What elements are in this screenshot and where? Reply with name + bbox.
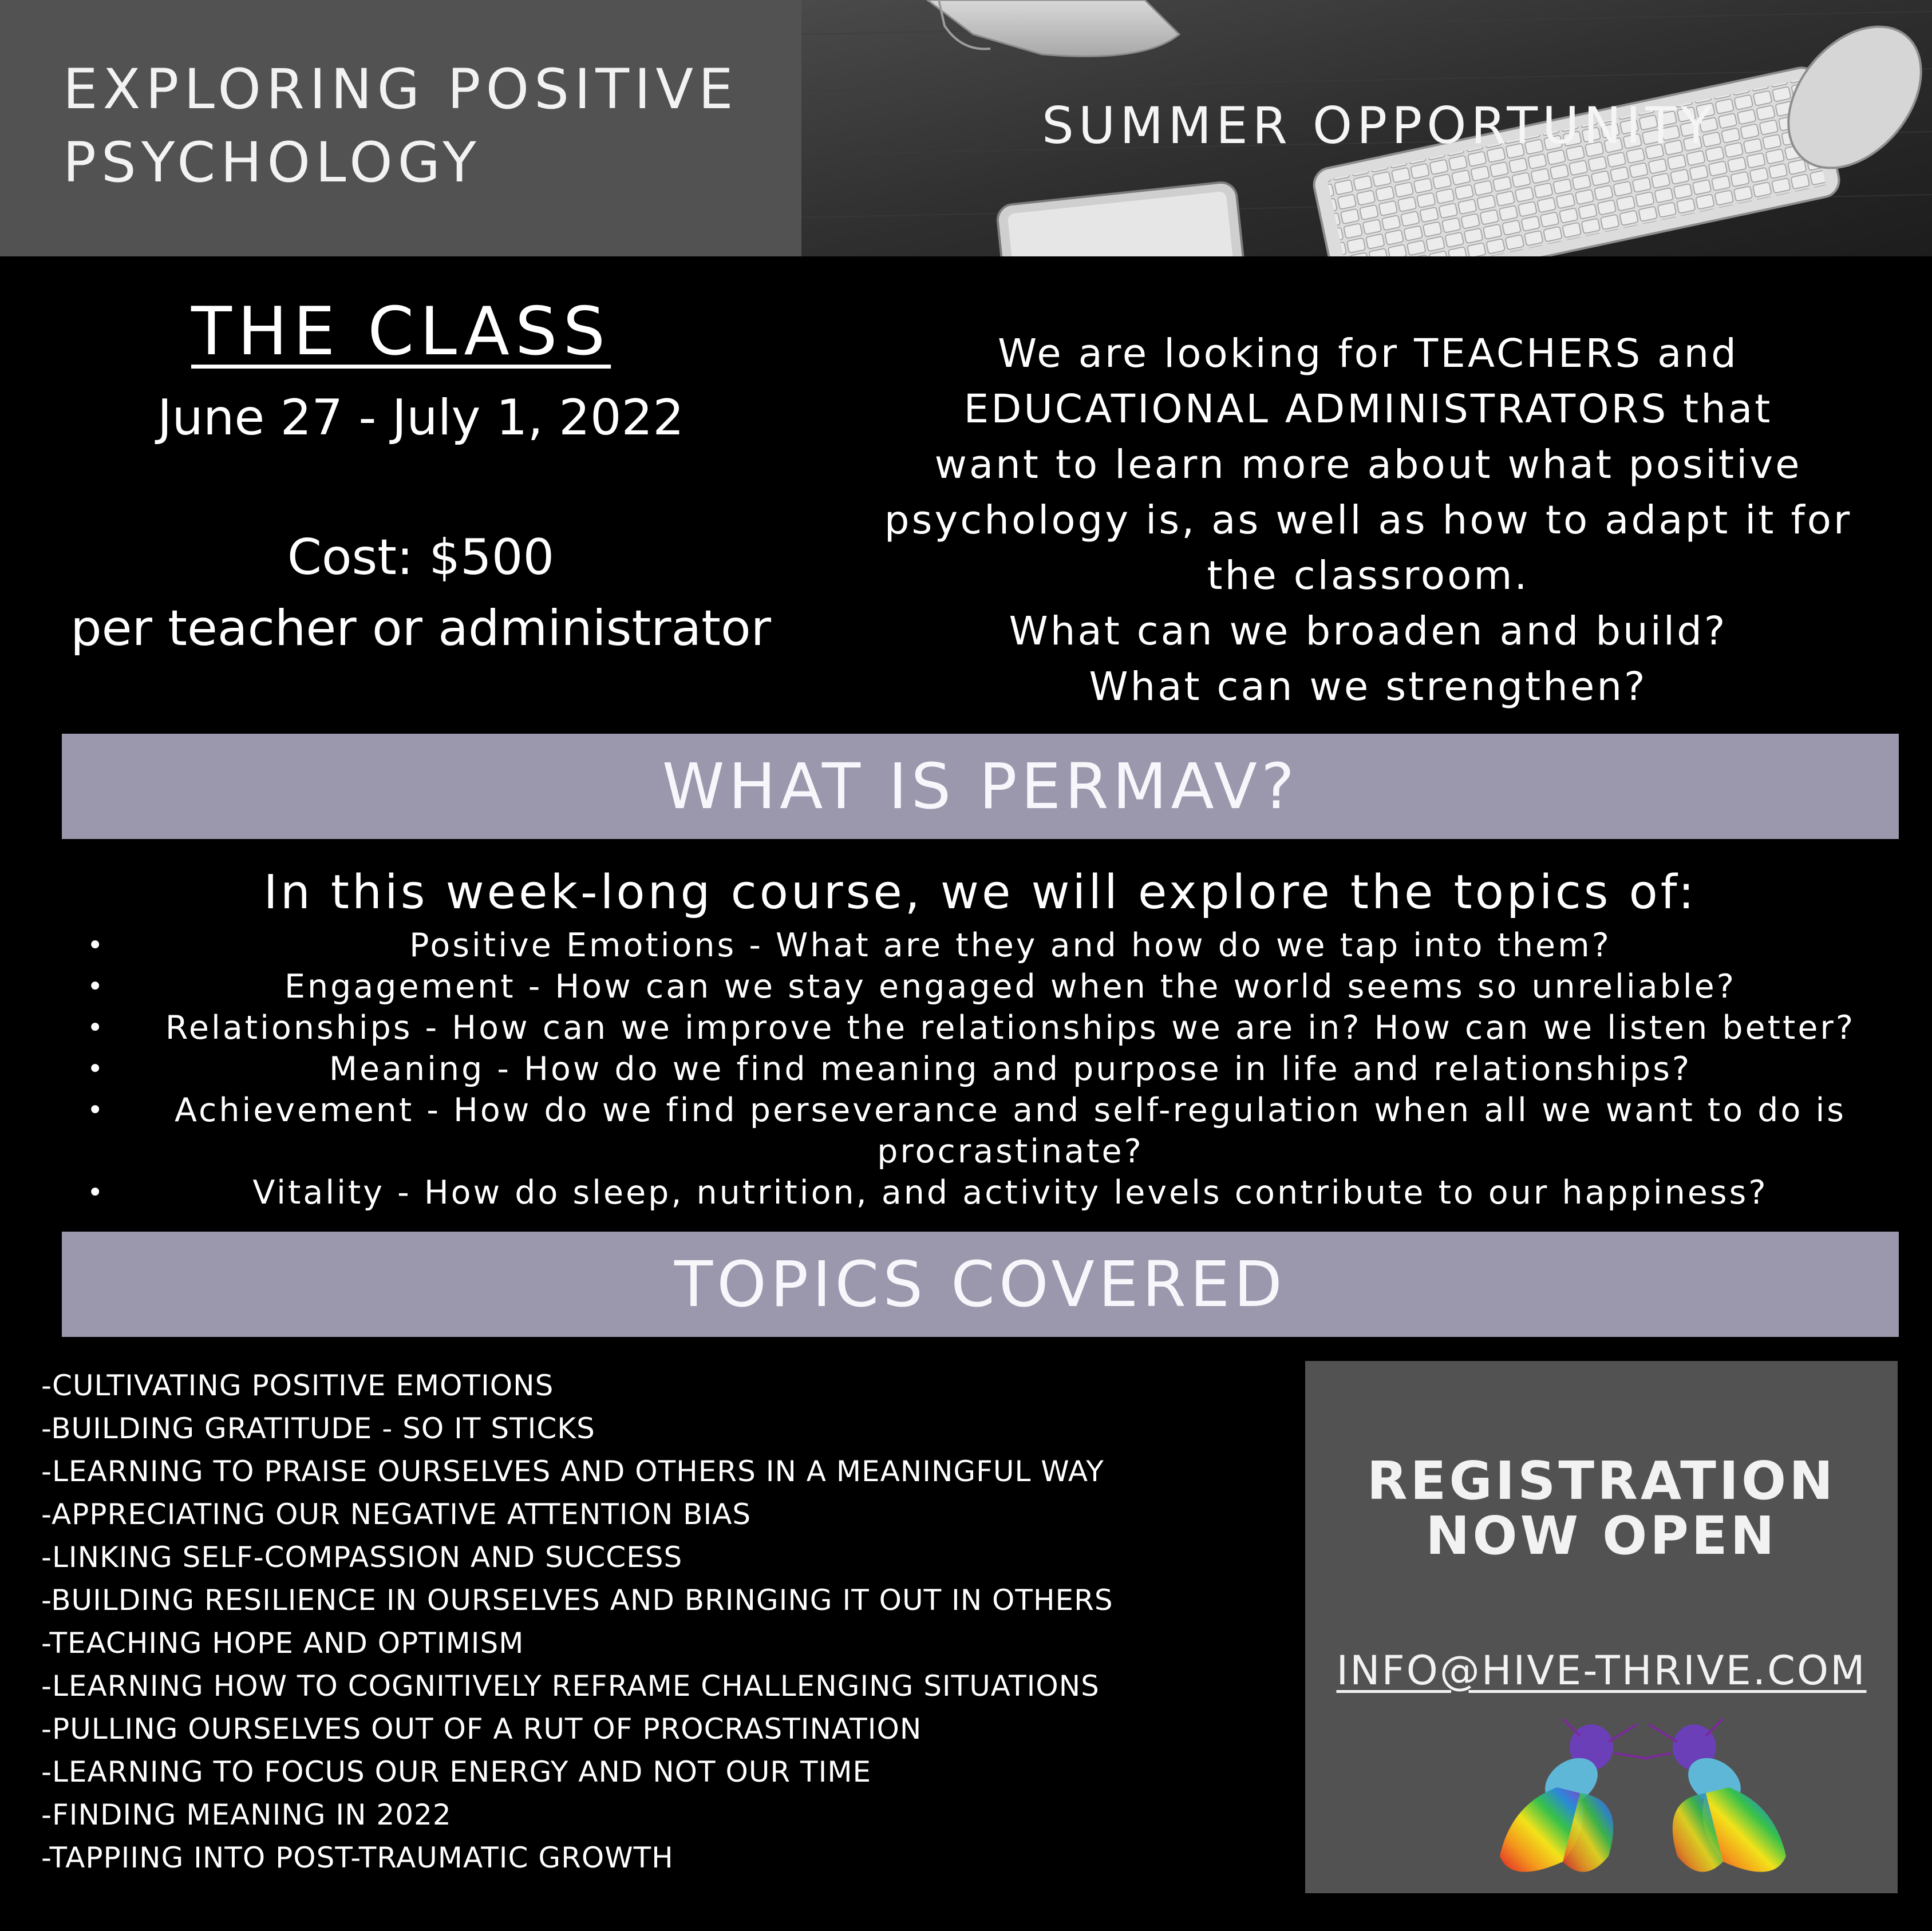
registration-line2: NOW OPEN: [1425, 1505, 1777, 1566]
permav-heading: WHAT IS PERMAV?: [662, 750, 1299, 823]
permav-item-text: Relationships - How can we improve the relationships we are in? How can we listen better?: [165, 1009, 1856, 1047]
page-title-line2: PSYCHOLOGY: [63, 130, 481, 195]
permav-item-text: Meaning - How do we find meaning and purpose in life and relationships?: [329, 1050, 1692, 1088]
intro-paragraph: [864, 326, 1872, 715]
intro-line: psychology is, as well as how to adapt it for: [884, 497, 1852, 543]
list-item: -FINDING MEANING IN 2022: [41, 1798, 452, 1831]
permav-item-text: Engagement - How can we stay engaged when the world seems so unreliable?: [285, 968, 1736, 1006]
list-item: -LEARNING HOW TO COGNITIVELY REFRAME CHALLENGING SITUATIONS: [41, 1669, 1100, 1703]
header-tagline: SUMMER OPPORTUNITY: [1042, 96, 1716, 155]
permav-list: [0, 925, 1932, 1213]
bullet-icon: •: [87, 929, 106, 961]
list-item: [0, 966, 1932, 1007]
list-item: -TEACHING HOPE AND OPTIMISM: [41, 1627, 524, 1660]
bullet-icon: •: [87, 971, 106, 1003]
registration-heading: [1305, 1450, 1898, 1566]
class-dates: June 27 - July 1, 2022: [157, 389, 684, 446]
list-item: -LEARNING TO FOCUS OUR ENERGY AND NOT OUR TIME: [41, 1755, 872, 1788]
list-item: -TAPPIING INTO POST-TRAUMATIC GROWTH: [41, 1841, 674, 1874]
class-cost-per: per teacher or administrator: [70, 600, 771, 657]
bullet-icon: •: [87, 1094, 106, 1126]
list-item: -PULLING OURSELVES OUT OF A RUT OF PROCRASTINATION: [41, 1712, 922, 1746]
intro-line: What can we broaden and build?: [1009, 608, 1728, 654]
list-item: -LEARNING TO PRAISE OURSELVES AND OTHERS IN A MEANINGFUL WAY: [41, 1455, 1104, 1488]
list-item: -CULTIVATING POSITIVE EMOTIONS: [41, 1369, 554, 1402]
intro-line: EDUCATIONAL ADMINISTRATORS that: [963, 386, 1773, 432]
bullet-icon: •: [87, 1177, 106, 1209]
permav-intro: In this week-long course, we will explore the topics of:: [263, 865, 1697, 920]
list-item: -APPRECIATING OUR NEGATIVE ATTENTION BIAS: [41, 1498, 752, 1531]
page-title-line1: EXPLORING POSITIVE: [63, 57, 738, 121]
permav-heading-band: [62, 734, 1899, 839]
bullet-icon: •: [87, 1053, 106, 1085]
page-title: [63, 53, 779, 199]
list-item: [0, 1048, 1932, 1090]
registration-line1: REGISTRATION: [1366, 1450, 1836, 1511]
intro-line: the classroom.: [1207, 553, 1530, 599]
topics-heading: TOPICS COVERED: [674, 1248, 1286, 1321]
intro-line: What can we strengthen?: [1089, 664, 1647, 710]
list-item: [0, 1172, 1932, 1213]
permav-item-text: Positive Emotions - What are they and how do we tap into them?: [409, 927, 1611, 964]
bee-logo-icon: [1465, 1707, 1820, 1890]
list-item: [0, 1007, 1932, 1048]
list-item: [0, 1090, 1932, 1172]
intro-line: We are looking for TEACHERS and: [998, 331, 1739, 377]
permav-item-text: Achievement - How do we find perseverance and self-regulation when all we want to do is procrastinate?: [175, 1091, 1846, 1170]
email-link[interactable]: INFO@HIVE-THRIVE.COM: [1336, 1647, 1867, 1694]
class-heading: THE CLASS: [191, 293, 611, 370]
bee-logo-right: [1643, 1719, 1786, 1872]
permav-item-text: Vitality - How do sleep, nutrition, and activity levels contribute to our happiness?: [252, 1174, 1768, 1212]
topics-list: [41, 1364, 1113, 1879]
list-item: -BUILDING RESILIENCE IN OURSELVES AND BRINGING IT OUT IN OTHERS: [41, 1584, 1113, 1617]
list-item: -LINKING SELF-COMPASSION AND SUCCESS: [41, 1541, 683, 1574]
bee-logo-left: [1500, 1719, 1649, 1872]
registration-panel: [1305, 1361, 1898, 1893]
bullet-icon: •: [87, 1012, 106, 1044]
list-item: [0, 925, 1932, 966]
class-cost: Cost: $500: [287, 529, 555, 586]
intro-line: want to learn more about what positive: [934, 442, 1802, 488]
topics-heading-band: [62, 1232, 1899, 1337]
list-item: -BUILDING GRATITUDE - SO IT STICKS: [41, 1412, 595, 1445]
